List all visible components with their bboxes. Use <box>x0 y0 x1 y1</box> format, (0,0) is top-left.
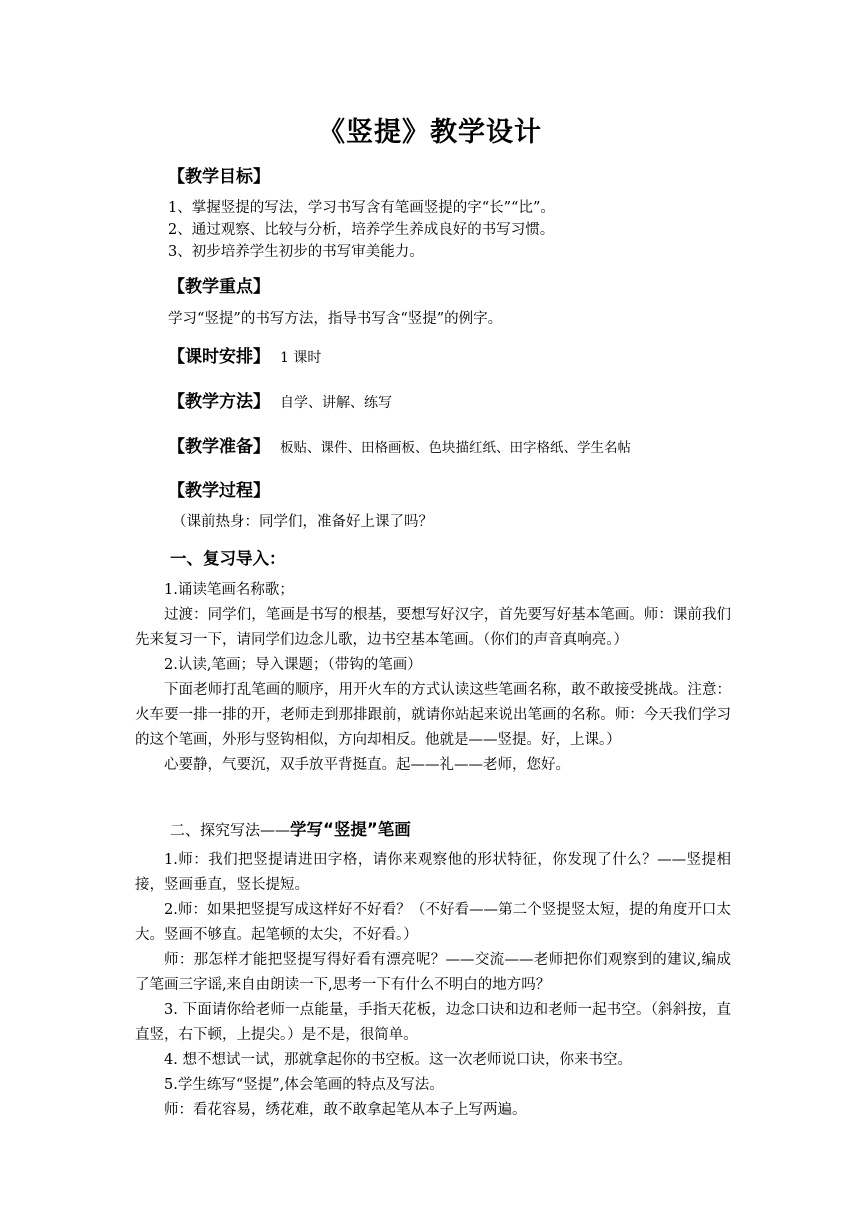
schedule-heading: 【课时安排】 <box>168 347 270 367</box>
objective-item-3: 3、初步培养学生初步的书写审美能力。 <box>168 244 424 260</box>
methods-text: 自学、讲解、练写 <box>280 395 392 411</box>
section2-paragraph: 1.师：我们把竖提请进田字格，请你来观察他的形状特征，你发现了什么？——竖提相接，竖画垂直，竖长提短。 <box>135 852 731 893</box>
section2-heading-bold: 学写“竖提”笔画 <box>290 820 411 839</box>
section2-paragraph: 5.学生练写“竖提”,体会笔画的特点及写法。 <box>164 1077 444 1093</box>
section1-paragraph: 心要静，气要沉，双手放平背挺直。起——礼——老师，您好。 <box>164 757 570 773</box>
document-title: 《竖提》教学设计 <box>318 117 542 148</box>
section1-heading: 一、复习导入： <box>170 549 286 568</box>
methods-row <box>168 387 392 412</box>
schedule-row <box>168 342 321 367</box>
section2-heading-prefix: 二、探究写法—— <box>170 821 291 839</box>
preparation-row <box>168 432 631 457</box>
schedule-text: 1 课时 <box>280 350 322 366</box>
objective-item-2: 2、通过观察、比较与分析，培养学生养成良好的书写习惯。 <box>168 222 555 238</box>
section2-paragraph: 2.师：如果把竖提写成这样好不好看？（不好看——第二个竖提竖太短，提的角度开口太大。竖画不够直。起笔顿的太尖，不好看。） <box>135 902 731 943</box>
section2-paragraph: 师：看花容易，绣花难，敢不敢拿起笔从本子上写两遍。 <box>164 1102 527 1118</box>
objective-item-1: 1、掌握竖提的写法，学习书写含有笔画竖提的字“长”“比”。 <box>168 200 555 216</box>
objectives-heading: 【教学目标】 <box>168 167 270 187</box>
section2-paragraph: 4. 想不想试一试，那就拿起你的书空板。这一次老师说口诀，你来书空。 <box>164 1052 632 1068</box>
section2-paragraph: 师：那怎样才能把竖提写得好看有漂亮呢？——交流——老师把你们观察到的建议,编成了笔画三字谣,来自由朗读一下,思考一下有什么不明白的地方吗？ <box>135 952 731 993</box>
process-warmup: （课前热身：同学们，准备好上课了吗？ <box>172 514 433 530</box>
section2-paragraph: 3. 下面请你给老师一点能量，手指天花板，边念口诀和边和老师一起书空。（斜斜按，直直竖，右下顿，上提尖。）是不是，很简单。 <box>135 1002 731 1043</box>
methods-heading: 【教学方法】 <box>168 392 270 412</box>
section1-paragraph: 下面老师打乱笔画的顺序，用开火车的方式认读这些笔画名称，敢不敢接受挑战。注意：火车要一排一排的开，老师走到那排跟前，就请你站起来说出笔画的名称。师：今天我们学习的这个笔画，外形与竖钩相似，方向却相反。他就是——竖提。好，上课。） <box>135 682 731 748</box>
section1-paragraph: 过渡：同学们，笔画是书写的根基，要想写好汉字，首先要写好基本笔画。师：课前我们先来复习一下，请同学们边念儿歌，边书空基本笔画。（你们的声音真响亮。） <box>135 607 731 648</box>
section2-heading <box>170 816 411 840</box>
section2-body <box>135 848 731 1123</box>
preparation-text: 板贴、课件、田格画板、色块描红纸、田字格纸、学生名帖 <box>280 440 631 456</box>
key-points-text: 学习“竖提”的书写方法，指导书写含“竖提”的例字。 <box>168 311 503 327</box>
section1-body <box>135 578 731 778</box>
process-heading: 【教学过程】 <box>168 481 270 501</box>
section1-paragraph: 2.认读,笔画；导入课题；（带钩的笔画） <box>164 657 422 673</box>
key-points-heading: 【教学重点】 <box>168 277 270 297</box>
section1-paragraph: 1.诵读笔画名称歌； <box>164 582 294 598</box>
preparation-heading: 【教学准备】 <box>168 437 270 457</box>
